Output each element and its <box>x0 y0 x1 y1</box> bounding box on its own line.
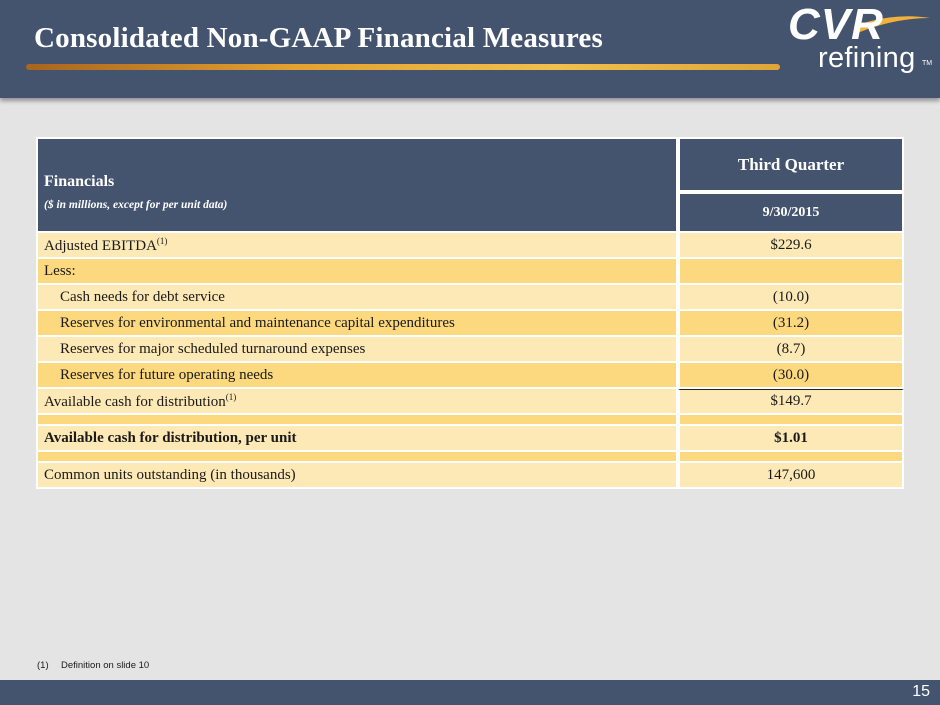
slide-title: Consolidated Non-GAAP Financial Measures <box>34 22 603 54</box>
row-label: Reserves for major scheduled turnaround expenses <box>36 337 678 363</box>
footnote-text: Definition on slide 10 <box>61 660 150 671</box>
row-label: Available cash for distribution, per unit <box>36 426 678 452</box>
spacer-row <box>36 415 904 426</box>
table-row <box>36 463 904 489</box>
row-value: (8.7) <box>678 337 904 363</box>
row-label: Less: <box>36 259 678 285</box>
spacer-row <box>36 452 904 463</box>
row-value: $229.6 <box>678 233 904 259</box>
logo-refining-text: refining <box>818 42 916 74</box>
table-row <box>36 311 904 337</box>
table-row <box>36 426 904 452</box>
financials-header-label: Financials <box>44 173 115 190</box>
slide-footer <box>0 680 940 705</box>
table-row <box>36 285 904 311</box>
footnote <box>37 660 149 671</box>
logo-cvr-text: CVR <box>788 0 884 49</box>
table-row <box>36 389 904 415</box>
financials-header-cell <box>36 137 678 233</box>
title-underline <box>26 64 780 70</box>
row-value: (10.0) <box>678 285 904 311</box>
table-row <box>36 259 904 285</box>
row-label: Common units outstanding (in thousands) <box>36 463 678 489</box>
financials-table <box>36 137 904 489</box>
page-number: 15 <box>912 683 930 700</box>
financials-header-subtitle: ($ in millions, except for per unit data) <box>44 199 228 211</box>
table-row <box>36 363 904 389</box>
cvr-refining-logo <box>784 0 933 76</box>
row-value: (30.0) <box>678 363 904 389</box>
row-label: Available cash for distribution$^{(1)}$ <box>36 389 678 415</box>
row-label: Cash needs for debt service <box>36 285 678 311</box>
table-row <box>36 337 904 363</box>
row-value <box>678 259 904 285</box>
footnote-number: (1) <box>37 660 49 671</box>
row-label: Adjusted EBITDA$^{(1)}$ <box>36 233 678 259</box>
footnote-ref: (1) <box>225 391 237 402</box>
row-value: $1.01 <box>678 426 904 452</box>
footnote-ref: (1) <box>156 235 168 246</box>
period-header: Third Quarter <box>678 137 904 192</box>
logo-trademark: TM <box>922 60 933 67</box>
table-row <box>36 233 904 259</box>
row-label: Reserves for environmental and maintenance capital expenditures <box>36 311 678 337</box>
row-label: Reserves for future operating needs <box>36 363 678 389</box>
row-value: (31.2) <box>678 311 904 337</box>
row-value: 147,600 <box>678 463 904 489</box>
date-header: 9/30/2015 <box>678 192 904 233</box>
row-value: $149.7 <box>678 389 904 415</box>
slide-header <box>0 0 940 98</box>
